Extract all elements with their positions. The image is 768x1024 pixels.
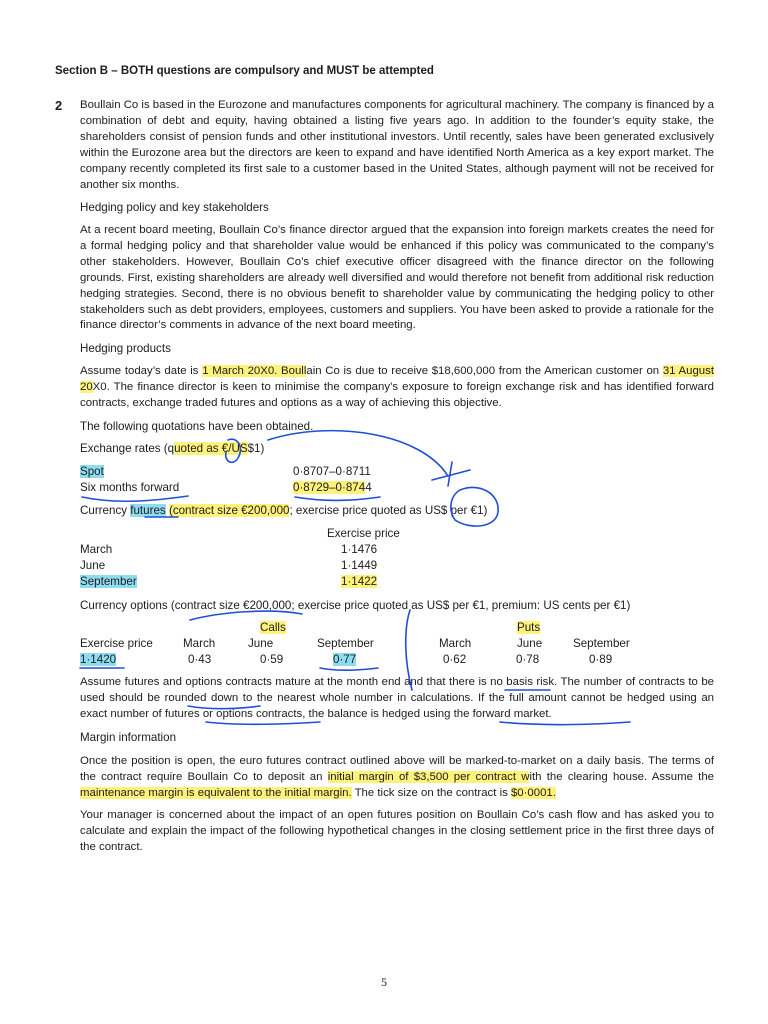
- heading-hedging-policy: Hedging policy and key stakeholders: [80, 201, 269, 214]
- call-june-value: 0·59: [260, 653, 284, 666]
- forward-value: 0·8729–0·8744: [293, 481, 372, 494]
- forward-label: Six months forward: [80, 481, 180, 494]
- products-paragraph: Assume today’s date is 1 March 20X0. Boullain Co is due to receive $18,600,000 from the American customer on 31 August 20X0. The finance director is keen to minimise the company’s exposure to foreign exchange risk and has identified forward contracts, exchange traded futures and options as a way of achieving this objective.: [80, 365, 715, 409]
- exchange-rates-heading: Exchange rates (quoted as €/US$1): [80, 442, 265, 455]
- puts-col-march: March: [439, 637, 472, 650]
- heading-hedging-products: Hedging products: [80, 342, 171, 355]
- put-september-value: 0·89: [589, 653, 613, 666]
- margin-paragraph: Once the position is open, the euro futures contract outlined above will be marked-to-market on a daily basis. The terms of the contract require Boullain Co to deposit an initial margin of $3,500 per contract with the clearing house. Assume the maintenance margin is equivalent to the initial margin. The tick size on the contract is $0·0001.: [80, 755, 714, 799]
- put-march-value: 0·62: [443, 653, 467, 666]
- quotations-intro: The following quotations have been obtained.: [80, 420, 314, 433]
- puts-col-june: June: [517, 637, 543, 650]
- futures-col-header: Exercise price: [327, 527, 400, 540]
- futures-month-september: September: [80, 575, 137, 588]
- options-exercise-value: 1·1420: [80, 653, 117, 666]
- calls-col-june: June: [248, 637, 274, 650]
- futures-heading: Currency futures (contract size €200,000; exercise price quoted as US$ per €1): [80, 504, 488, 517]
- futures-price-june: 1·1449: [341, 559, 378, 572]
- section-title: Section B – BOTH questions are compulsory and MUST be attempted: [55, 65, 434, 77]
- ink-underline-six-months: [82, 496, 188, 501]
- highlight-maintenance-margin: maintenance margin is equivalent to the initial margin.: [80, 786, 352, 799]
- calls-col-march: March: [183, 637, 216, 650]
- futures-month-june: June: [80, 559, 106, 572]
- put-june-value: 0·78: [516, 653, 540, 666]
- spot-label: Spot: [80, 465, 104, 478]
- options-heading: Currency options (contract size €200,000; exercise price quoted as US$ per €1, premium: US cents per €1): [80, 599, 631, 612]
- ink-arc-contract-size: [190, 611, 302, 620]
- ink-cross-mark: [432, 462, 470, 486]
- ink-underline-call-sept: [320, 668, 378, 670]
- call-september-value: 0·77: [333, 653, 357, 666]
- ink-underline-forward-rate: [295, 497, 380, 500]
- page-number: 5: [381, 975, 387, 989]
- calls-label: Calls: [260, 621, 286, 634]
- futures-month-march: March: [80, 543, 113, 556]
- highlight-date-2: 31 August 20: [80, 365, 715, 393]
- heading-margin: Margin information: [80, 731, 177, 744]
- puts-col-september: September: [573, 637, 630, 650]
- question-number: 2: [55, 98, 63, 113]
- call-march-value: 0·43: [188, 653, 212, 666]
- calls-col-september: September: [317, 637, 374, 650]
- manager-paragraph: Your manager is concerned about the impact of an open futures position on Boullain Co’s cash flow and has asked you to calculate and explain the impact of the following hypothetical changes in the closing settlement price in the first three days of the contract.: [80, 809, 714, 853]
- spot-value: 0·8707–0·8711: [293, 465, 371, 478]
- highlight-tick-size: $0·0001.: [510, 786, 556, 799]
- options-col-exercise: Exercise price: [80, 637, 153, 650]
- highlight-initial-margin: initial margin of $3,500 per contract w: [327, 770, 530, 783]
- puts-label: Puts: [517, 621, 541, 634]
- policy-paragraph: At a recent board meeting, Boullain Co’s finance director argued that the expansion into foreign markets creates the need for a formal hedging policy and that shareholder value would be enhanced if this policy was communicated to the company’s other stakeholders. However, Boullain Co’s chief executive officer disagreed with the finance director on the following grounds. First, existing shareholders are already well diversified and would therefore not benefit from additional risk reduction hedging strategies. Second, there is no obvious benefit to shareholder value by communicating the hedging policy to other stakeholders such as debt providers, employees, customers and suppliers. You have been asked to provide a rationale for the finance director’s comments in advance of the next board meeting.: [80, 224, 714, 332]
- intro-paragraph: Boullain Co is based in the Eurozone and manufactures components for agricultural machinery. The company is financed by a combination of debt and equity, having obtained a listing five years ago. In addition to the founder’s equity stake, the shareholders consist of pension funds and other institutional investors. Until recently, sales have been generated exclusively within the Eurozone area but the directors are keen to expand and have identified North America as a key export market. The company recently completed its first sale to a customer based in the United States, although payment will not be received for another six months.: [80, 99, 715, 191]
- futures-price-september: 1·1422: [341, 575, 378, 588]
- assume-paragraph: Assume futures and options contracts mature at the month end and that there is no basis risk. The number of contracts to be used should be rounded down to the nearest whole number in calculations. If the full amount cannot be hedged using an exact number of futures or options contracts, the balance is hedged using the forward market.: [80, 676, 714, 720]
- futures-price-march: 1·1476: [341, 543, 378, 556]
- highlight-date-1: 1 March 20X0. Boull: [202, 365, 307, 377]
